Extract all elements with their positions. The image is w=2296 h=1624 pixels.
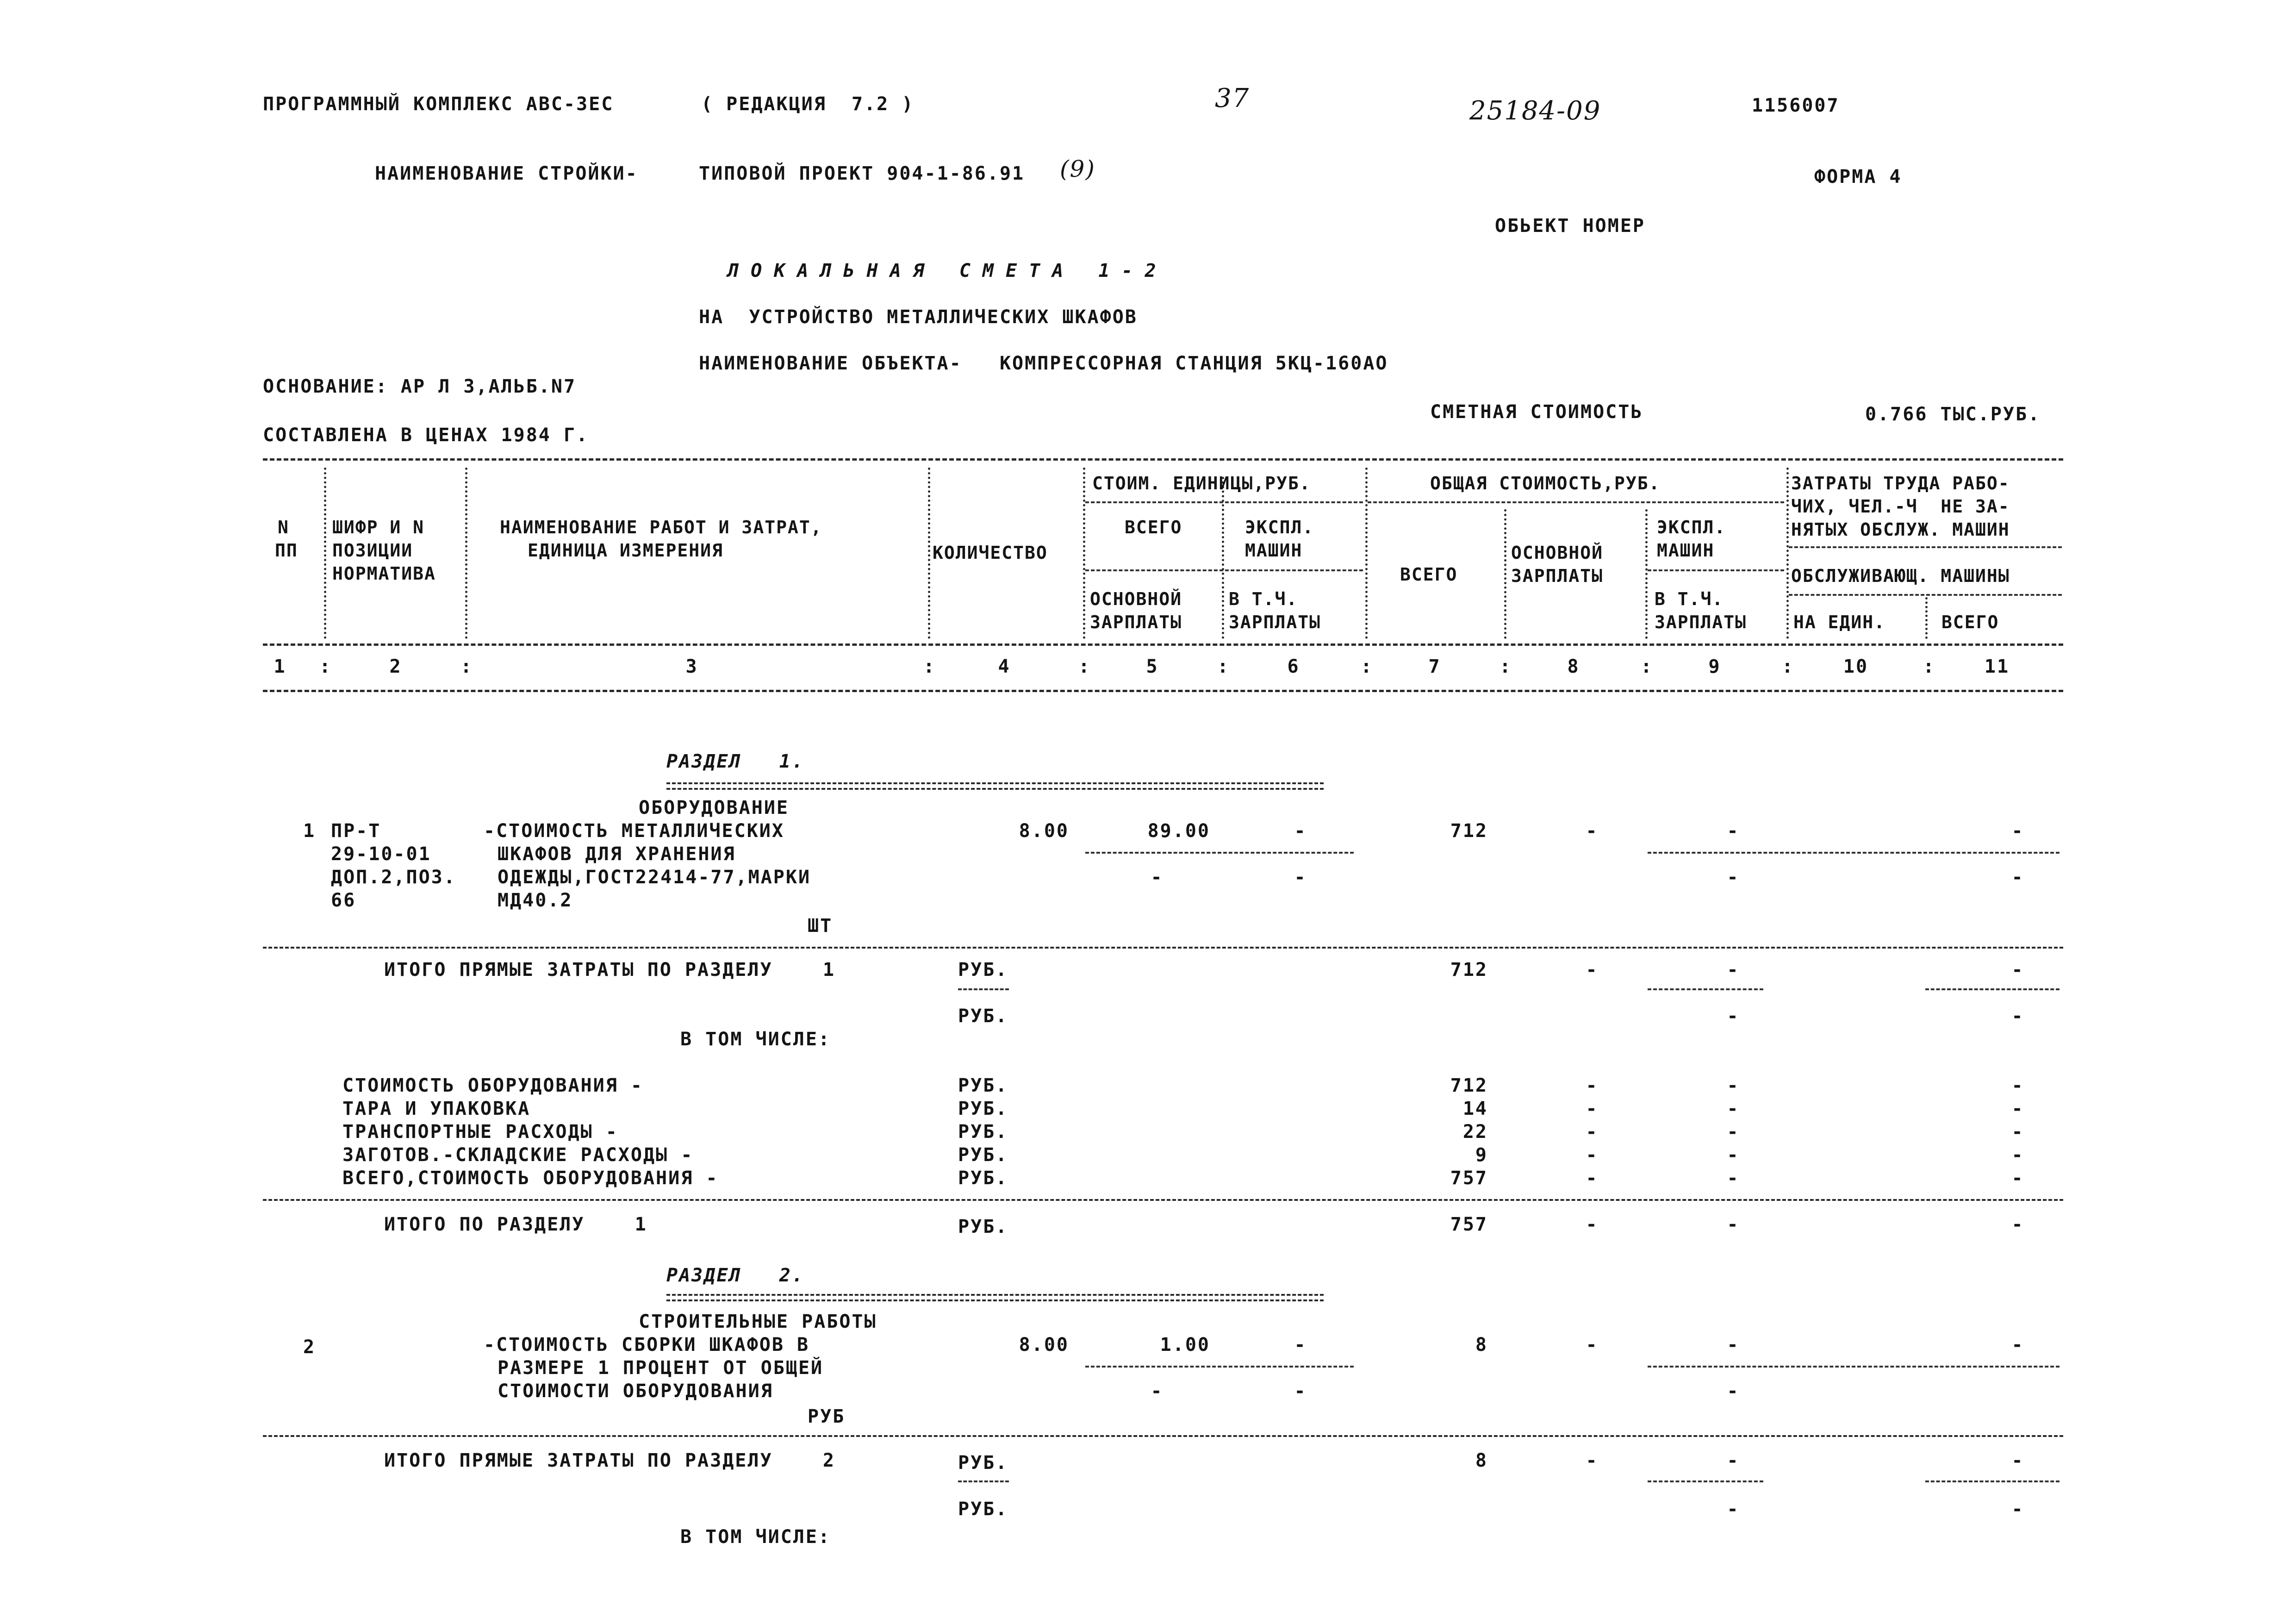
section1-direct-costs-label: ИТОГО ПРЯМЫЕ ЗАТРАТЫ ПО РАЗДЕЛУ 1 <box>384 959 835 981</box>
col1-header-line2: ПП <box>275 540 298 561</box>
breakdown-currency: РУБ. <box>958 1121 1008 1143</box>
total-base-wages-line2: ЗАРПЛАТЫ <box>1511 566 1604 586</box>
total-machines-line1: ЭКСПЛ. <box>1657 517 1726 537</box>
item1-name-line2: ШКАФОВ ДЛЯ ХРАНЕНИЯ <box>498 843 736 865</box>
col2-header-line1: ШИФР И N <box>332 517 425 537</box>
item1-name-line3: ОДЕЖДЫ,ГОСТ22414-77,МАРКИ <box>498 867 811 888</box>
item1-unit: ШТ <box>808 915 833 937</box>
section1-direct-dash: - <box>2011 959 2024 981</box>
item1-base-wages: - <box>1151 867 1164 888</box>
item2-labor-total: - <box>2011 1334 2024 1355</box>
section2-title: РАЗДЕЛ 2. <box>666 1265 804 1286</box>
section1-total-label: ИТОГО ПО РАЗДЕЛУ 1 <box>384 1214 647 1235</box>
unit-wages-rule <box>1085 569 1363 571</box>
item1-total-sub-rule <box>1648 852 2060 854</box>
object-name: НАИМЕНОВАНИЕ ОБЪЕКТА- КОМПРЕССОРНАЯ СТАНЦИЯ 5КЦ-160АО <box>699 353 1388 374</box>
site-value-note: (9) <box>1060 156 1095 182</box>
item1-bottom-rule <box>263 947 2063 949</box>
col-separator <box>324 468 326 639</box>
form-number: ФОРМА 4 <box>1814 166 1902 187</box>
program-name: ПРОГРАММНЫЙ КОМПЛЕКС АВС-ЗЕС <box>263 94 614 115</box>
item1-labor-total: - <box>2011 820 2024 842</box>
col4-header: КОЛИЧЕСТВО <box>933 543 1048 563</box>
breakdown-label: ЗАГОТОВ.-СКЛАДСКИЕ РАСХОДЫ - <box>342 1144 694 1166</box>
item2-incl-wages: - <box>1294 1380 1307 1402</box>
total-base-wages-line1: ОСНОВНОЙ <box>1511 543 1604 563</box>
breakdown-dash: - <box>1586 1144 1599 1166</box>
item1-total: 712 <box>1450 820 1488 842</box>
labor-total-header: ВСЕГО <box>1941 612 1999 632</box>
unit-total-header: ВСЕГО <box>1125 517 1182 537</box>
breakdown-value: 22 <box>1462 1121 1488 1143</box>
object-number-label: ОБЬЕКТ НОМЕР <box>1495 215 1645 237</box>
breakdown-label: ТАРА И УПАКОВКА <box>342 1098 531 1119</box>
section1-direct-dash2: - <box>1727 1006 1740 1027</box>
col2-header-line3: НОРМАТИВА <box>332 563 436 584</box>
col-separator <box>1504 509 1506 639</box>
section1-direct-dash: - <box>1727 959 1740 981</box>
breakdown-dash: - <box>2011 1075 2024 1096</box>
col-number-separators: : <box>1500 656 1512 677</box>
page-number: 37 <box>1215 83 1250 113</box>
breakdown-dash: - <box>1586 1121 1599 1143</box>
item2-total-machines: - <box>1727 1334 1740 1355</box>
breakdown-value: 14 <box>1462 1098 1488 1119</box>
section1-total-dash: - <box>1727 1214 1740 1235</box>
site-value: ТИПОВОЙ ПРОЕКТ 904-1-86.91 <box>699 163 1025 184</box>
section1-double-rule <box>666 782 1324 784</box>
estimate-subtitle: НА УСТРОЙСТВО МЕТАЛЛИЧЕСКИХ ШКАФОВ <box>699 306 1138 328</box>
unit-incl-wages-line1: В Т.Ч. <box>1229 589 1298 609</box>
col-number: 6 <box>1287 656 1300 677</box>
section1-direct-dash: - <box>1586 959 1599 981</box>
col-number: 8 <box>1567 656 1580 677</box>
section2-direct-currency: РУБ. <box>958 1452 1008 1474</box>
item2-unit: РУБ <box>808 1406 846 1427</box>
breakdown-currency: РУБ. <box>958 1098 1008 1119</box>
item1-total-wages: - <box>1586 820 1599 842</box>
total-machines-line2: МАШИН <box>1657 540 1715 561</box>
item2-name-line2: РАЗМЕРЕ 1 ПРОЦЕНТ ОТ ОБЩЕЙ <box>498 1357 824 1379</box>
col-number: 1 <box>274 656 286 677</box>
breakdown-dash: - <box>1586 1098 1599 1119</box>
item1-unit-sub-rule <box>1085 852 1354 854</box>
col-number: 2 <box>389 656 402 677</box>
breakdown-dash: - <box>2011 1168 2024 1189</box>
basis: ОСНОВАНИЕ: АР Л 3,АЛЬБ.N7 <box>263 376 577 397</box>
item2-total-wages: - <box>1586 1334 1599 1355</box>
col-numbers-bottom-rule <box>263 690 2063 692</box>
item2-num: 2 <box>303 1337 316 1358</box>
col3-header-line2: ЕДИНИЦА ИЗМЕРЕНИЯ <box>528 540 723 561</box>
item1-unit-price: 89.00 <box>1147 820 1210 842</box>
unit-base-wages-line2: ЗАРПЛАТЫ <box>1090 612 1182 632</box>
section1-total-rule <box>263 1199 2063 1201</box>
section2-direct-costs-label: ИТОГО ПРЯМЫЕ ЗАТРАТЫ ПО РАЗДЕЛУ 2 <box>384 1450 835 1471</box>
section2-direct-dash: - <box>1586 1450 1599 1471</box>
site-label: НАИМЕНОВАНИЕ СТРОЙКИ- <box>375 163 638 184</box>
labor-service-header: ОБСЛУЖИВАЮЩ. МАШИНЫ <box>1791 566 2010 586</box>
breakdown-dash: - <box>2011 1098 2024 1119</box>
labor-header-line1: ЗАТРАТЫ ТРУДА РАБО- <box>1791 473 2010 493</box>
unit-cost-group-rule <box>1085 501 1363 503</box>
col-separator <box>465 468 467 639</box>
section1-total-value: 757 <box>1450 1214 1488 1235</box>
col3-header-line1: НАИМЕНОВАНИЕ РАБОТ И ЗАТРАТ, <box>500 517 822 537</box>
breakdown-value: 9 <box>1475 1144 1488 1166</box>
price-basis: СОСТАВЛЕНА В ЦЕНАХ 1984 Г. <box>263 425 589 446</box>
col-number: 4 <box>998 656 1011 677</box>
section1-direct-sub-rule <box>1925 988 2060 990</box>
section1-direct-currency2: РУБ. <box>958 1006 1008 1027</box>
item2-total-incl: - <box>1727 1380 1740 1402</box>
col-number: 11 <box>1984 656 2010 677</box>
section1-direct-total: 712 <box>1450 959 1488 981</box>
breakdown-dash: - <box>1727 1144 1740 1166</box>
col-separator <box>1786 468 1789 639</box>
breakdown-currency: РУБ. <box>958 1075 1008 1096</box>
section1-title: РАЗДЕЛ 1. <box>666 751 804 772</box>
section1-total-dash: - <box>2011 1214 2024 1235</box>
section2-including: В ТОМ ЧИСЛЕ: <box>680 1526 831 1548</box>
col-number: 9 <box>1708 656 1721 677</box>
breakdown-dash: - <box>1727 1098 1740 1119</box>
labor-rule-2 <box>1789 594 2062 596</box>
breakdown-dash: - <box>1727 1121 1740 1143</box>
estimated-cost-value: 0.766 ТЫС.РУБ. <box>1865 404 2041 425</box>
unit-machines-header-line1: ЭКСПЛ. <box>1245 517 1314 537</box>
breakdown-dash: - <box>1727 1075 1740 1096</box>
breakdown-dash: - <box>1727 1168 1740 1189</box>
item2-name-line3: СТОИМОСТИ ОБОРУДОВАНИЯ <box>498 1380 773 1402</box>
col-number-separators: : <box>1361 656 1374 677</box>
col-number: 10 <box>1843 656 1869 677</box>
breakdown-currency: РУБ. <box>958 1168 1008 1189</box>
item2-total-sub-rule <box>1648 1366 2060 1368</box>
item1-unit-machines: - <box>1294 820 1307 842</box>
item1-labor-total2: - <box>2011 867 2024 888</box>
estimate-title: ЛОКАЛЬНАЯ СМЕТА 1-2 <box>728 260 1168 281</box>
item1-num: 1 <box>303 820 316 842</box>
col2-header-line2: ПОЗИЦИИ <box>332 540 413 561</box>
total-machines-rule <box>1648 569 1784 571</box>
col-number: 5 <box>1146 656 1159 677</box>
labor-rule-1 <box>1789 546 2062 548</box>
breakdown-currency: РУБ. <box>958 1144 1008 1166</box>
section1-direct-dash2: - <box>2011 1006 2024 1027</box>
col-separator <box>1083 468 1085 639</box>
col-separator <box>1925 597 1928 639</box>
total-all-header: ВСЕГО <box>1400 564 1458 585</box>
breakdown-dash: - <box>2011 1144 2024 1166</box>
item2-total: 8 <box>1475 1334 1488 1355</box>
col-number-separators: : <box>1217 656 1230 677</box>
col-separator <box>1365 468 1368 639</box>
estimated-cost-label: СМЕТНАЯ СТОИМОСТЬ <box>1430 401 1643 423</box>
item1-code-line1: ПР-Т <box>331 820 381 842</box>
item1-name-line4: МД40.2 <box>498 890 573 911</box>
unit-cost-group-header: СТОИМ. ЕДИНИЦЫ,РУБ. <box>1092 473 1311 493</box>
total-cost-group-rule <box>1368 501 1784 503</box>
col-number-separators: : <box>1641 656 1654 677</box>
breakdown-value: 712 <box>1450 1075 1488 1096</box>
col-separator <box>1645 509 1648 639</box>
program-edition: ( РЕДАКЦИЯ 7.2 ) <box>701 94 915 115</box>
labor-header-line3: НЯТЫХ ОБСЛУЖ. МАШИН <box>1791 519 2010 540</box>
section2-group: СТРОИТЕЛЬНЫЕ РАБОТЫ <box>639 1311 877 1332</box>
item2-unit-sub-rule <box>1085 1366 1354 1368</box>
section2-direct-sub-rule <box>1925 1480 2060 1482</box>
section1-total-currency: РУБ. <box>958 1216 1008 1237</box>
unit-incl-wages-line2: ЗАРПЛАТЫ <box>1229 612 1321 632</box>
section2-direct-currency-rule <box>958 1480 1009 1482</box>
item1-code-line4: 66 <box>331 890 356 911</box>
item1-name-line1: -СТОИМОСТЬ МЕТАЛЛИЧЕСКИХ <box>484 820 784 842</box>
breakdown-label: ВСЕГО,СТОИМОСТЬ ОБОРУДОВАНИЯ - <box>342 1168 719 1189</box>
section2-direct-currency2: РУБ. <box>958 1499 1008 1520</box>
section2-direct-dash2: - <box>1727 1499 1740 1520</box>
col-number-separators: : <box>1078 656 1091 677</box>
header-bottom-rule <box>263 643 2063 646</box>
total-cost-group-header: ОБЩАЯ СТОИМОСТЬ,РУБ. <box>1430 473 1661 493</box>
item1-qty: 8.00 <box>1019 820 1069 842</box>
section2-double-rule <box>666 1294 1324 1296</box>
breakdown-dash: - <box>1586 1168 1599 1189</box>
document-id: 1156007 <box>1752 95 1840 116</box>
item1-total-machines: - <box>1727 820 1740 842</box>
table-top-rule <box>263 458 2063 461</box>
total-incl-wages-line2: ЗАРПЛАТЫ <box>1655 612 1747 632</box>
item2-name-line1: -СТОИМОСТЬ СБОРКИ ШКАФОВ В <box>484 1334 810 1355</box>
section1-direct-currency-rule <box>958 988 1009 990</box>
total-incl-wages-line1: В Т.Ч. <box>1655 589 1724 609</box>
item2-bottom-rule <box>263 1435 2063 1437</box>
breakdown-dash: - <box>1586 1075 1599 1096</box>
breakdown-value: 757 <box>1450 1168 1488 1189</box>
col-number-separators: : <box>460 656 473 677</box>
section2-direct-total: 8 <box>1475 1450 1488 1471</box>
section1-direct-sub-rule <box>1648 988 1763 990</box>
breakdown-label: ТРАНСПОРТНЫЕ РАСХОДЫ - <box>342 1121 618 1143</box>
section2-direct-dash2: - <box>2011 1499 2024 1520</box>
unit-machines-header-line2: МАШИН <box>1245 540 1303 561</box>
breakdown-dash: - <box>2011 1121 2024 1143</box>
section2-direct-dash: - <box>1727 1450 1740 1471</box>
col1-header-line1: N <box>278 517 289 537</box>
labor-header-line2: ЧИХ, ЧЕЛ.-Ч НЕ ЗА- <box>1791 496 2010 517</box>
col-number: 3 <box>685 656 698 677</box>
section1-group: ОБОРУДОВАНИЕ <box>639 797 789 818</box>
item1-code-line2: 29-10-01 <box>331 843 431 865</box>
section1-total-dash: - <box>1586 1214 1599 1235</box>
labor-per-unit-header: НА ЕДИН. <box>1793 612 1886 632</box>
col-number-separators: : <box>1923 656 1936 677</box>
document-code: 25184-09 <box>1469 96 1601 126</box>
col-number-separators: : <box>319 656 332 677</box>
col-number: 7 <box>1428 656 1441 677</box>
col-number-separators: : <box>1782 656 1795 677</box>
item1-code-line3: ДОП.2,ПОЗ. <box>331 867 456 888</box>
item1-total-incl: - <box>1727 867 1740 888</box>
item2-base-wages: - <box>1151 1380 1164 1402</box>
section2-direct-sub-rule <box>1648 1480 1763 1482</box>
col-number-separators: : <box>923 656 936 677</box>
item2-qty: 8.00 <box>1019 1334 1069 1355</box>
item2-unit-machines: - <box>1294 1334 1307 1355</box>
section1-including: В ТОМ ЧИСЛЕ: <box>680 1029 831 1050</box>
section1-direct-currency: РУБ. <box>958 959 1008 981</box>
unit-base-wages-line1: ОСНОВНОЙ <box>1090 589 1182 609</box>
breakdown-label: СТОИМОСТЬ ОБОРУДОВАНИЯ - <box>342 1075 643 1096</box>
col-separator <box>928 468 930 639</box>
section2-direct-dash: - <box>2011 1450 2024 1471</box>
item2-unit-price: 1.00 <box>1160 1334 1210 1355</box>
item1-incl-wages: - <box>1294 867 1307 888</box>
